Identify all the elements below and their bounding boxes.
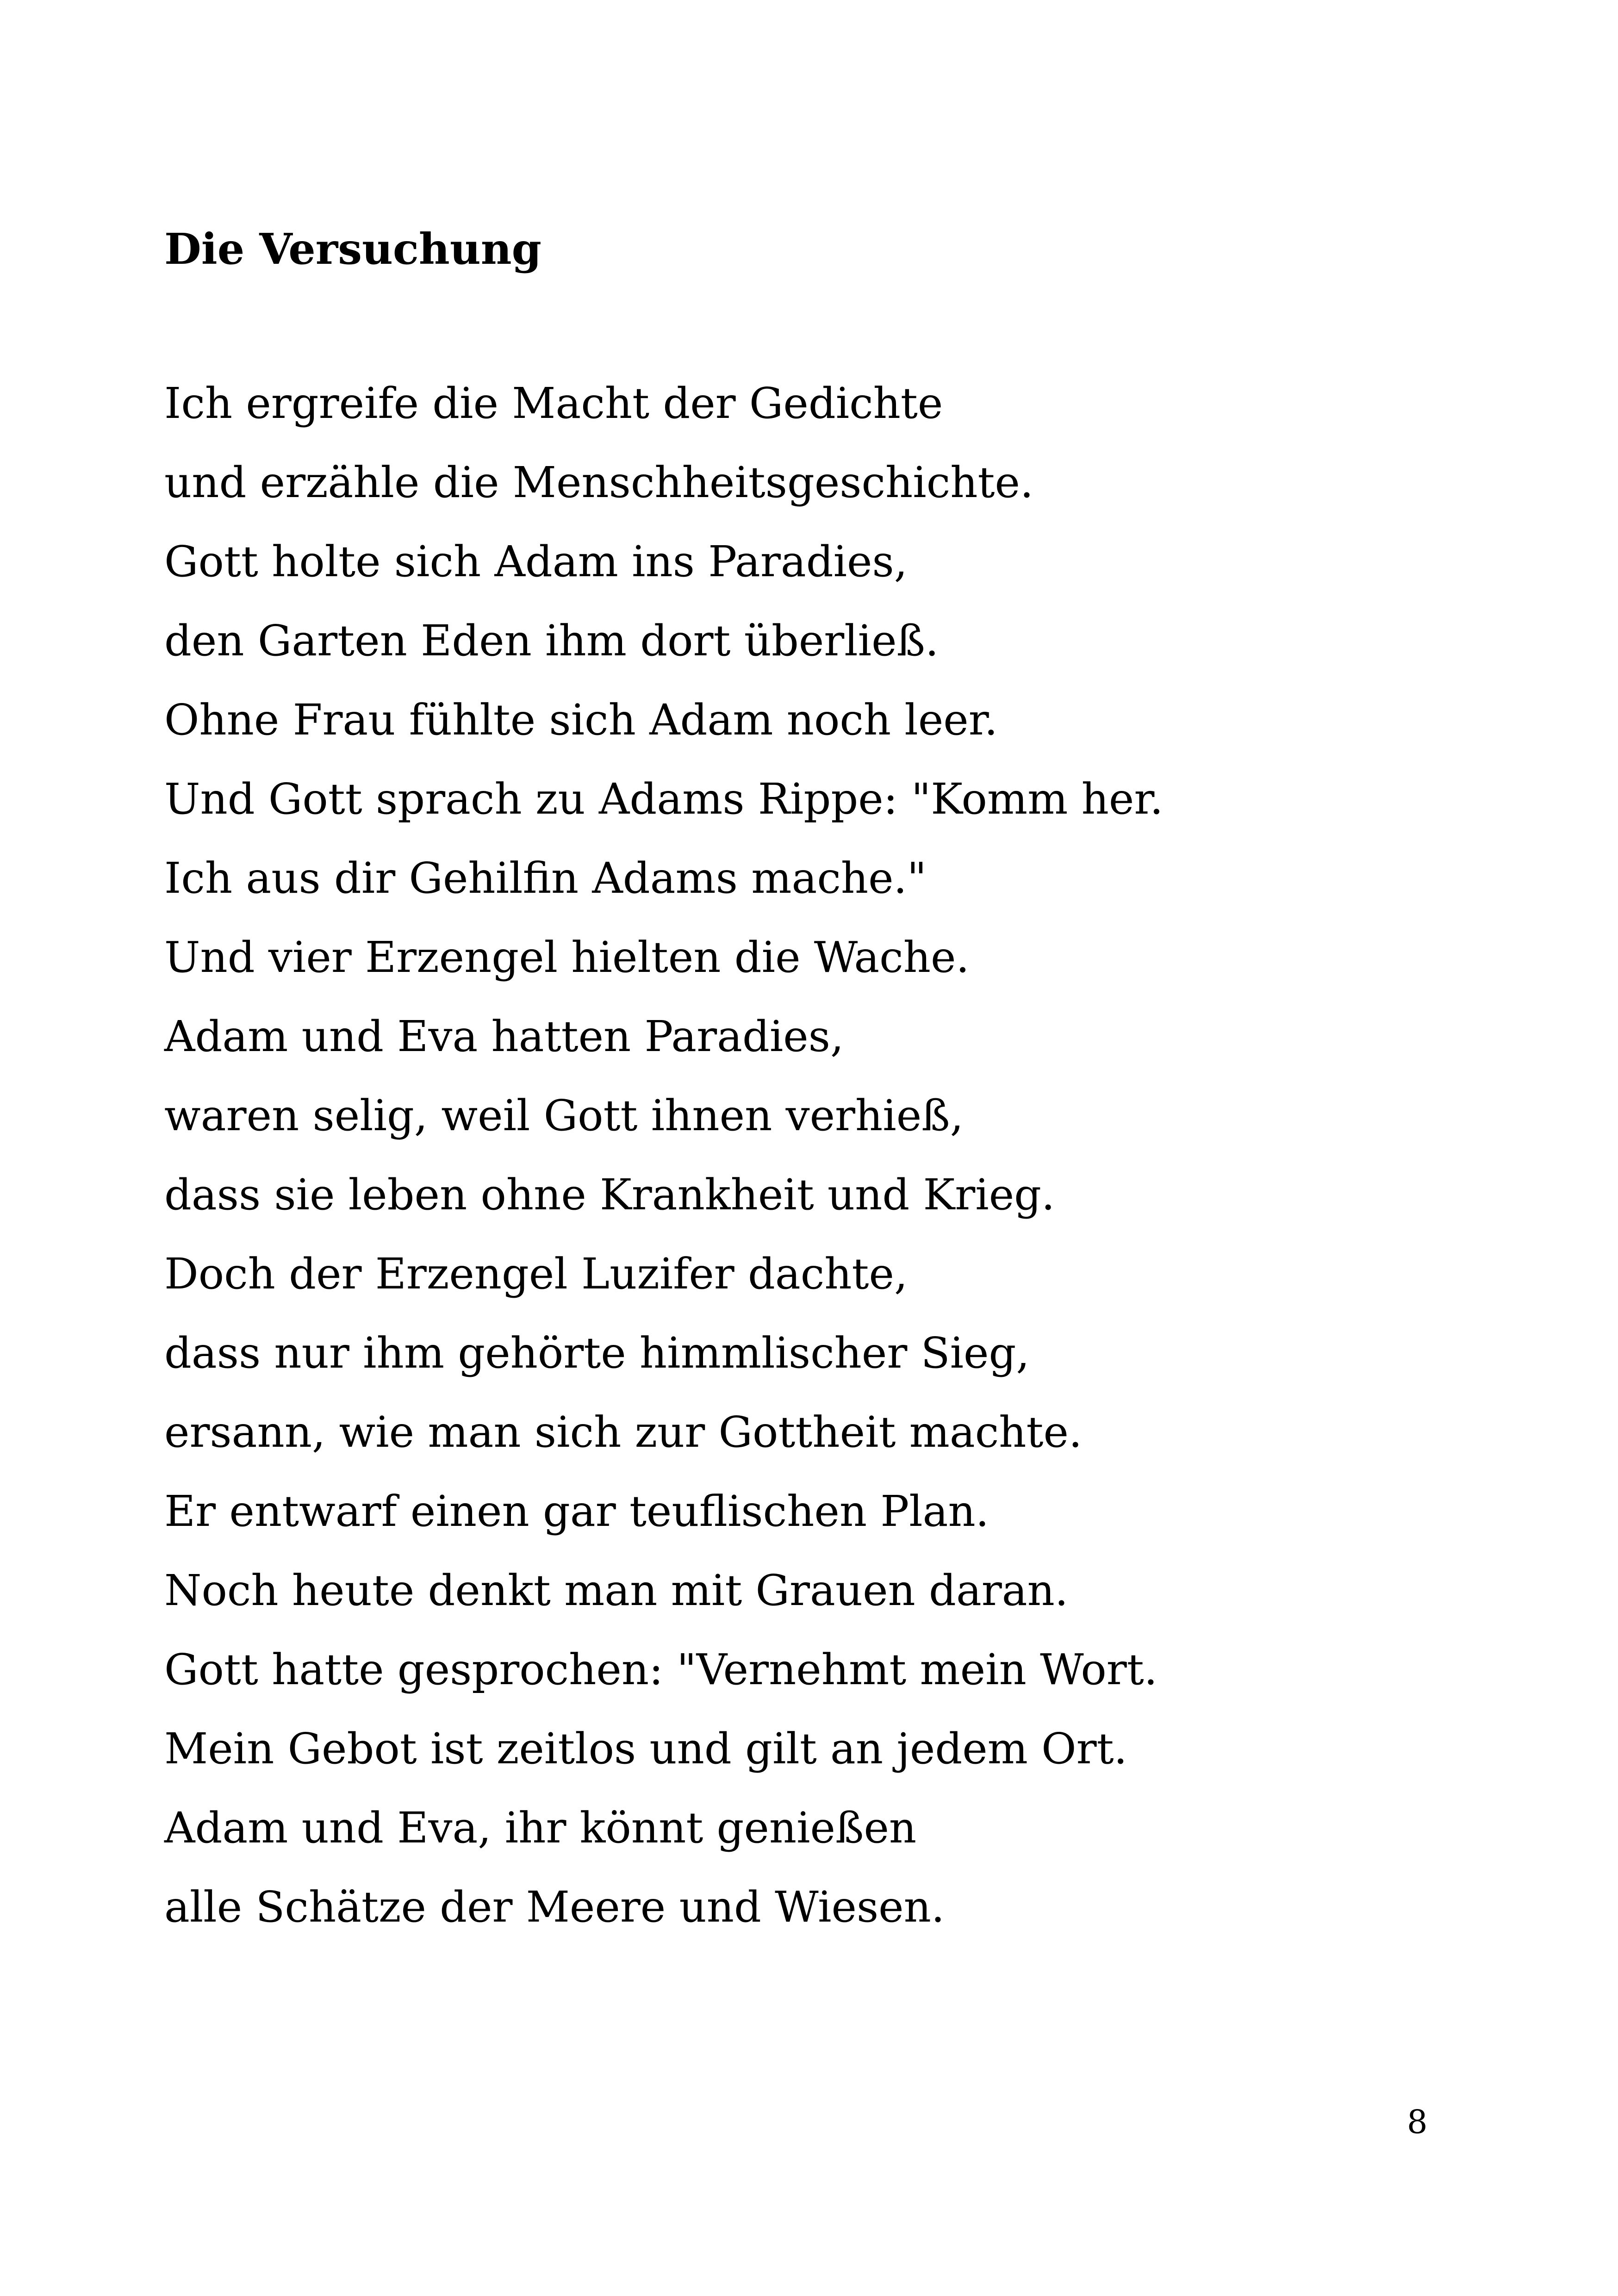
poem-line: Adam und Eva, ihr könnt genießen xyxy=(164,1803,917,1853)
poem-line: ersann, wie man sich zur Gottheit machte. xyxy=(164,1407,1083,1457)
poem-line: Ich aus dir Gehilfin Adams mache." xyxy=(164,853,927,903)
poem-line: dass sie leben ohne Krankheit und Krieg. xyxy=(164,1170,1055,1220)
poem-title: Die Versuchung xyxy=(164,224,541,274)
poem-line: Gott hatte gesprochen: "Vernehmt mein Wort. xyxy=(164,1645,1157,1694)
poem-line: Adam und Eva hatten Paradies, xyxy=(164,1012,844,1061)
poem-line: Doch der Erzengel Luzifer dachte, xyxy=(164,1249,908,1299)
poem-line: Und vier Erzengel hielten die Wache. xyxy=(164,933,970,982)
poem-line: den Garten Eden ihm dort überließ. xyxy=(164,616,939,666)
poem-line: Mein Gebot ist zeitlos und gilt an jedem Ort. xyxy=(164,1724,1127,1773)
poem-line: Noch heute denkt man mit Grauen daran. xyxy=(164,1566,1069,1615)
poem-line: waren selig, weil Gott ihnen verhieß, xyxy=(164,1091,964,1140)
poem-line: und erzähle die Menschheitsgeschichte. xyxy=(164,458,1034,507)
poem-line: alle Schätze der Meere und Wiesen. xyxy=(164,1882,945,1932)
poem-body xyxy=(164,376,1163,1959)
poem-line: Und Gott sprach zu Adams Rippe: "Komm her. xyxy=(164,774,1164,824)
poem-line: Er entwarf einen gar teuflischen Plan. xyxy=(164,1487,989,1536)
poem-line: Ohne Frau fühlte sich Adam noch leer. xyxy=(164,695,998,745)
poem-line: dass nur ihm gehörte himmlischer Sieg, xyxy=(164,1328,1030,1378)
poem-line: Ich ergreife die Macht der Gedichte xyxy=(164,379,943,428)
poem-line: Gott holte sich Adam ins Paradies, xyxy=(164,537,908,586)
page-number: 8 xyxy=(1407,2103,1428,2141)
